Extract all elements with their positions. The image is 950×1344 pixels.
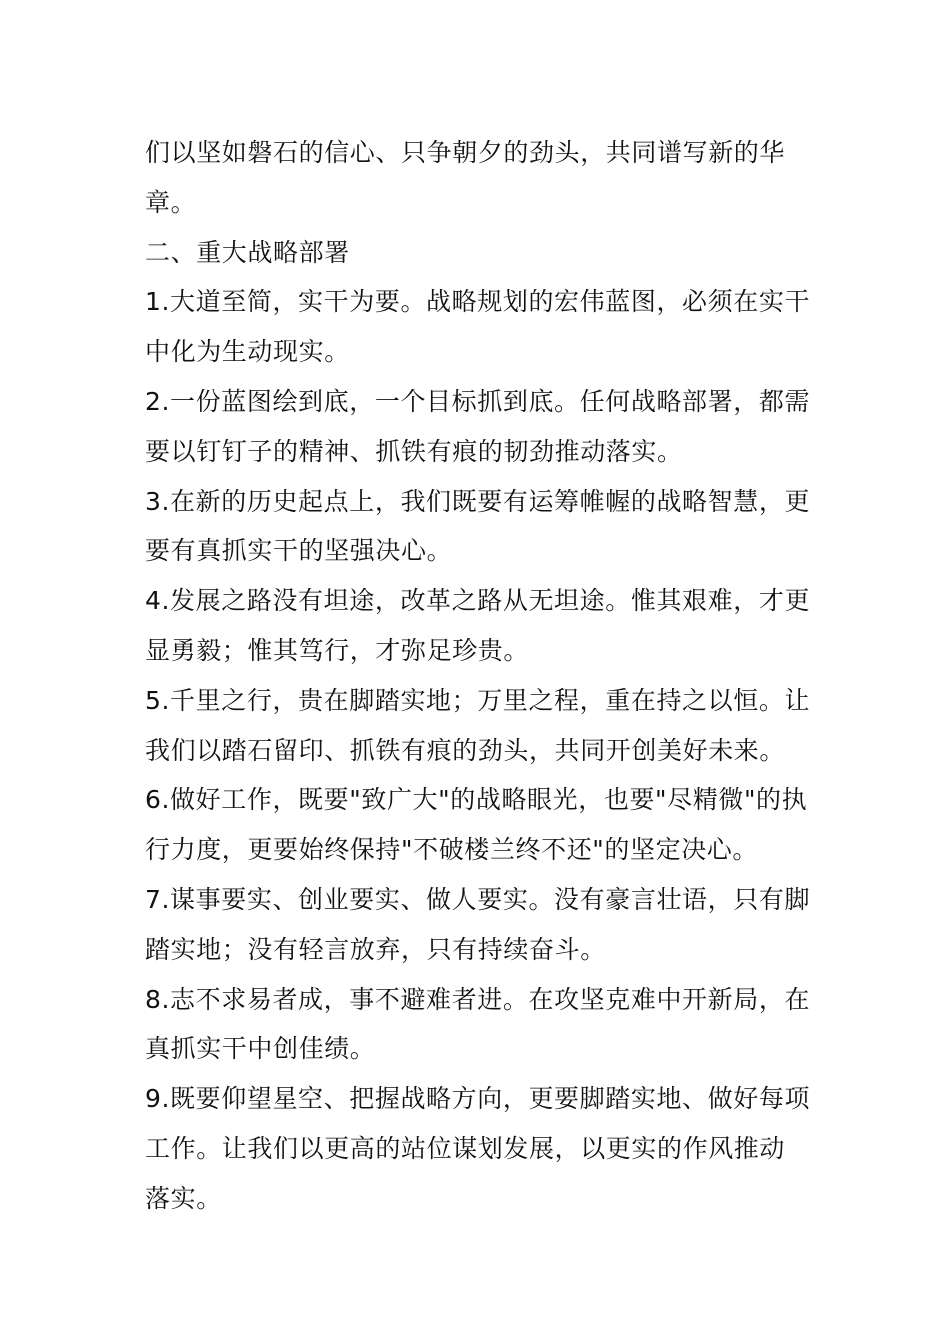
text-line: 6.做好工作，既要"致广大"的战略眼光，也要"尽精微"的执 (145, 785, 808, 815)
text-line: 7.谋事要实、创业要实、做人要实。没有豪言壮语，只有脚 (145, 884, 811, 914)
text-line: 落实。 (145, 1183, 222, 1213)
text-line: 章。 (145, 187, 197, 217)
text-line: 工作。让我们以更高的站位谋划发展，以更实的作风推动 (145, 1133, 786, 1163)
text-line: 8.志不求易者成，事不避难者进。在攻坚克难中开新局，在 (145, 984, 811, 1014)
text-line: 4.发展之路没有坦途，改革之路从无坦途。惟其艰难，才更 (145, 586, 811, 616)
text-line: 9.既要仰望星空、把握战略方向，更要脚踏实地、做好每项 (145, 1084, 811, 1114)
document-body (145, 128, 810, 1224)
text-line: 2.一份蓝图绘到底，一个目标抓到底。任何战略部署，都需 (145, 386, 811, 416)
text-line: 行力度，更要始终保持"不破楼兰终不还"的坚定决心。 (145, 835, 758, 865)
text-line: 5.千里之行，贵在脚踏实地；万里之程，重在持之以恒。让 (145, 685, 811, 715)
text-line: 1.大道至简，实干为要。战略规划的宏伟蓝图，必须在实干 (145, 287, 811, 317)
text-line: 中化为生动现实。 (145, 337, 350, 367)
text-line: 3.在新的历史起点上，我们既要有运筹帷幄的战略智慧，更 (145, 486, 811, 516)
text-line: 要有真抓实干的坚强决心。 (145, 536, 453, 566)
section-heading: 二、重大战略部署 (145, 237, 350, 267)
text-line: 我们以踏石留印、抓铁有痕的劲头，共同开创美好未来。 (145, 735, 786, 765)
text-line: 要以钉钉子的精神、抓铁有痕的韧劲推动落实。 (145, 436, 683, 466)
text-line: 真抓实干中创佳绩。 (145, 1034, 376, 1064)
text-line: 显勇毅；惟其笃行，才弥足珍贵。 (145, 635, 530, 665)
text-line: 们以坚如磐石的信心、只争朝夕的劲头，共同谱写新的华 (145, 138, 786, 167)
text-line: 踏实地；没有轻言放弃，只有持续奋斗。 (145, 934, 606, 964)
